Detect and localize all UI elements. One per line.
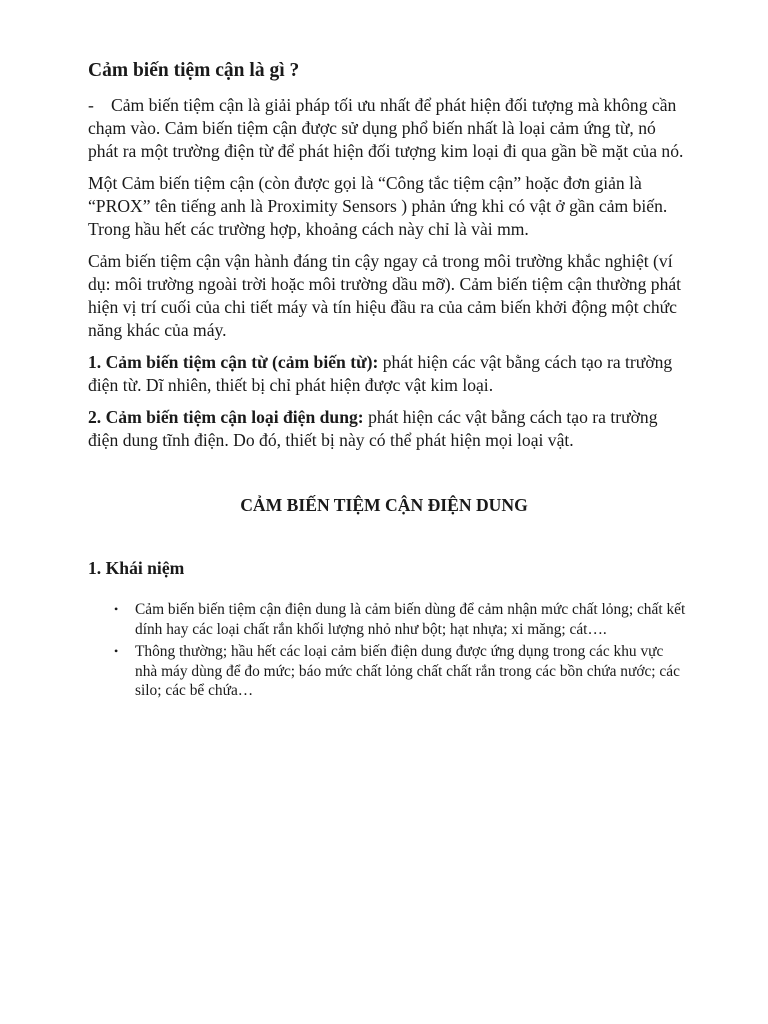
document-page bbox=[88, 58, 688, 704]
section-heading: CẢM BIẾN TIỆM CẬN ĐIỆN DUNG bbox=[240, 495, 528, 515]
page-title: Cảm biến tiệm cận là gì ? bbox=[88, 60, 300, 81]
capacitive-sensor-text: phát hiện các vật bằng cách tạo ra trường điện dung tĩnh điện. Do đó, thiết bị này có thể phát hiện mọi loại vật. bbox=[88, 407, 658, 450]
inductive-sensor-label: 1. Cảm biến tiệm cận từ (cảm biến từ): bbox=[88, 352, 379, 372]
capacitive-sensor-item bbox=[88, 406, 688, 452]
inductive-sensor-item bbox=[88, 351, 688, 397]
bullet-text: Thông thường; hầu hết các loại cảm biến điện dung được ứng dụng trong các khu vực nhà máy dùng để đo mức; báo mức chất lỏng chất chất rắn trong các bồn chứa nước; các silo; các bể chứa… bbox=[135, 643, 680, 699]
intro-paragraph bbox=[88, 94, 688, 163]
concept-subheading: 1. Khái niệm bbox=[88, 558, 185, 578]
intro-text: Cảm biến tiệm cận là giải pháp tối ưu nhất để phát hiện đối tượng mà không cần chạm vào. Cảm biến tiệm cận được sử dụng phổ biến nhất là loại cảm ứng từ, nó phát ra một trường điện từ để phát hiện đối tượng kim loại đi qua gần bề mặt của nó. bbox=[88, 95, 684, 161]
bullet-icon: • bbox=[114, 602, 119, 616]
concept-bullet-list bbox=[88, 600, 688, 701]
capacitive-sensor-label: 2. Cảm biến tiệm cận loại điện dung: bbox=[88, 407, 364, 427]
list-item bbox=[88, 600, 688, 639]
definition-paragraph: Một Cảm biến tiệm cận (còn được gọi là “Công tắc tiệm cận” hoặc đơn giản là “PROX” tên tiếng anh là Proximity Sensors ) phản ứng khi có vật ở gần cảm biến. Trong hầu hết các trường hợp, khoảng cách này chỉ là vài mm. bbox=[88, 173, 668, 239]
list-item bbox=[88, 642, 688, 701]
dash-marker: - bbox=[88, 95, 94, 115]
reliability-paragraph: Cảm biến tiệm cận vận hành đáng tin cậy ngay cả trong môi trường khắc nghiệt (ví dụ: môi trường ngoài trời hoặc môi trường dầu mỡ). Cảm biến tiệm cận thường phát hiện vị trí cuối của chi tiết máy và tín hiệu đầu ra của cảm biến khởi động một chức năng khác của máy. bbox=[88, 251, 682, 340]
inductive-sensor-text: phát hiện các vật bằng cách tạo ra trường điện từ. Dĩ nhiên, thiết bị chỉ phát hiện được vật kim loại. bbox=[88, 352, 673, 395]
bullet-text: Cảm biến biến tiệm cận điện dung là cảm biến dùng để cảm nhận mức chất lỏng; chất kết dính hay các loại chất rắn khối lượng nhỏ như bột; hạt nhựa; xi măng; cát…. bbox=[135, 601, 686, 638]
bullet-icon: • bbox=[114, 644, 119, 658]
